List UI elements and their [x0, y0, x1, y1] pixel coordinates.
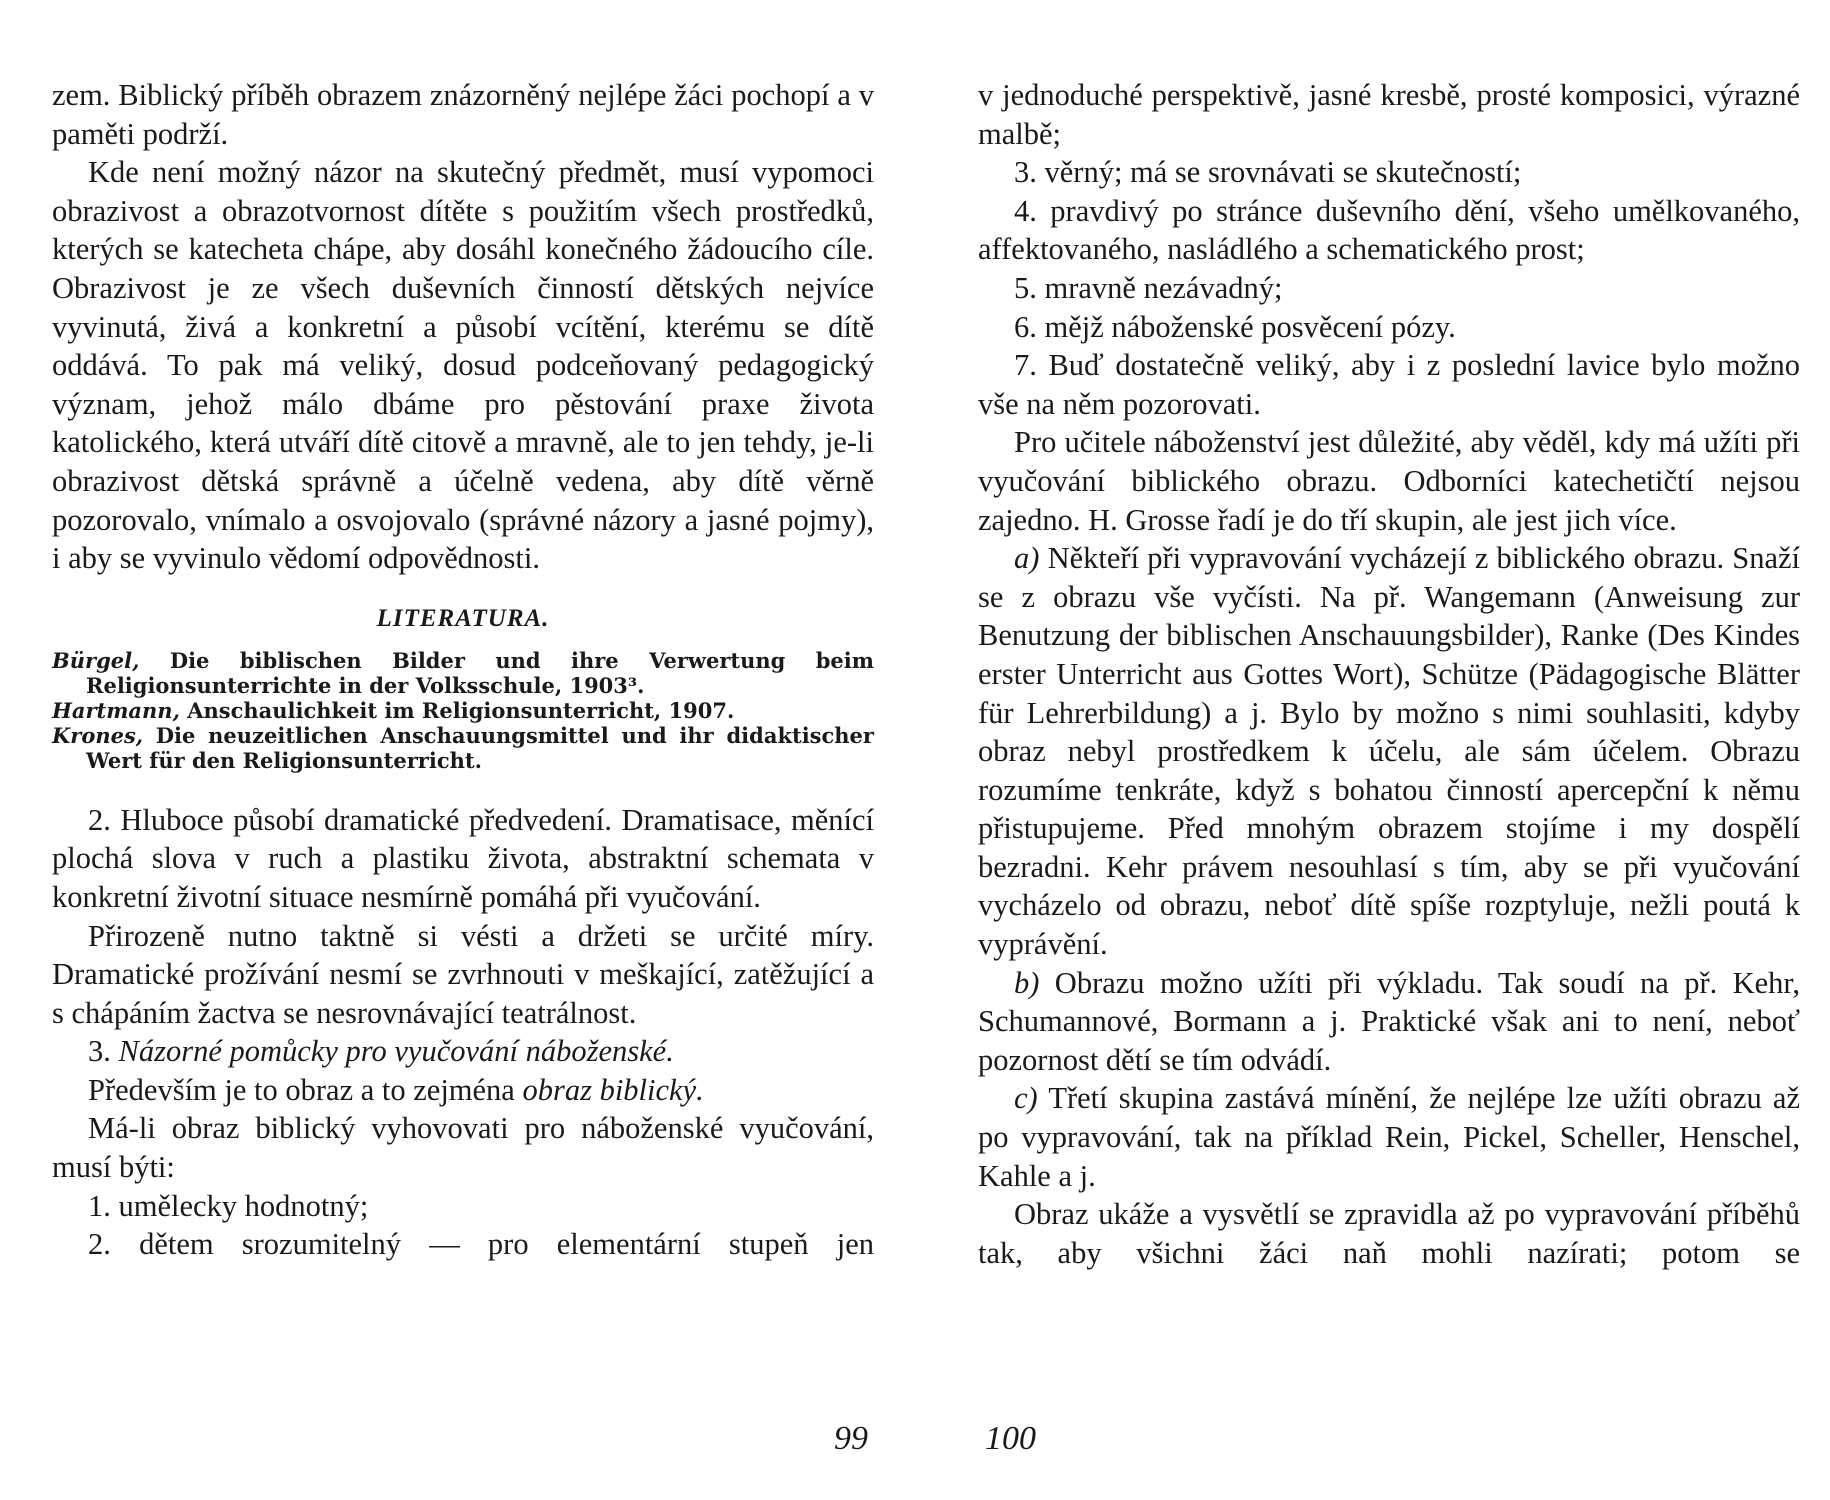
paragraph	[978, 539, 1800, 964]
literature-author: Krones,	[52, 722, 144, 748]
section-title: Názorné pomůcky pro vyučování náboženské.	[118, 1034, 674, 1069]
list-item: 4. pravdivý po stránce duševního dění, všeho umělkovaného, affektovaného, nasládlého a schematického prost;	[978, 193, 1800, 267]
paragraph: Kde není možný názor na skutečný předmět, musí vypomoci obrazivost a obrazotvornost dítěte s použitím všech prostředků, kterých se katecheta chápe, aby dosáhl konečného žádoucího cíle. Obrazivost je ze všech duševních činností dětských nejvíce vyvinutá, živá a konkretní a působí vcítění, kterému se dítě oddává. To pak má veliký, dosud podceňovaný pedagogický význam, jehož málo dbáme pro pěstování praxe života katolického, která utváří dítě citově a mravně, ale to jen tehdy, je-li obrazivost dětská správně a účelně vedena, aby dítě věrně pozorovalo, vnímalo a osvojovalo (správné názory a jasné pojmy), i aby se vyvinulo vědomí odpovědnosti.	[52, 155, 874, 576]
paragraph-text: Někteří při vypravování vycházejí z biblického obrazu. Snaží se z obrazu vše vyčísti. Na př. Wangemann (Anweisung zur Benutzung der biblischen Anschauungsbilder), Ranke (Des Kindes erster Unterricht aus Gottes Wort), Schütze (Pädagogische Blätter für Lehrerbildung) a j. Bylo by možno s nimi souhlasiti, kdyby obraz nebyl prostředkem k účelu, ale sám účelem. Obrazu rozumíme tenkráte, když s bohatou činností apercepční k němu přistupujeme. Před mnohým obrazem stojíme i my dospělí bezradni. Kehr právem nesouhlasí s tím, aby se při vyučování vycházelo od obrazu, neboť dítě spíše rozptyluje, nežli poutá k vyprávění.	[978, 541, 1800, 962]
paragraph	[978, 1079, 1800, 1195]
literature-list	[52, 648, 874, 773]
literature-item	[52, 648, 874, 698]
item-label: b)	[1014, 965, 1040, 1000]
list-item: 6. mějž náboženské posvěcení pózy.	[1014, 309, 1456, 344]
right-page	[978, 76, 1800, 1272]
literature-author: Hartmann,	[52, 697, 180, 723]
paragraph-text: Obrazu možno užíti při výkladu. Tak soudí na př. Kehr, Schumannové, Bormann a j. Praktické však ani to není, neboť pozornost dětí se tím odvádí.	[978, 965, 1800, 1077]
list-item: 5. mravně nezávadný;	[1014, 270, 1283, 305]
paragraph: 2. Hluboce působí dramatické předvedení. Dramatisace, měnící plochá slova v ruch a plastiku života, abstraktní schemata v konkretní životní situace nesmírně pomáhá při vyučování.	[52, 802, 874, 914]
list-item: 7. Buď dostatečně veliký, aby i z poslední lavice bylo možno vše na něm pozorovati.	[978, 348, 1800, 421]
literature-item	[52, 698, 874, 723]
literature-heading: LITERATURA.	[376, 604, 550, 632]
paragraph: Má-li obraz biblický vyhovovati pro náboženské vyučování, musí býti:	[52, 1111, 874, 1185]
literature-title: Die biblischen Bilder und ihre Verwertung beim Religionsunterrichte in der Volksschule, 1903³.	[86, 647, 874, 698]
list-item: 1. umělecky hodnotný;	[88, 1188, 369, 1223]
left-page	[52, 76, 874, 1264]
paragraph: Pro učitele náboženství jest důležité, aby věděl, kdy má užíti při vyučování biblického obrazu. Odborníci katechetičtí nejsou zajedno. H. Grosse řadí je do tří skupin, ale jest jich více.	[978, 425, 1800, 537]
item-label: a)	[1014, 541, 1040, 576]
literature-title: Die neuzeitlichen Anschauungsmittel und ihr didaktischer Wert für den Religionsunterricht.	[86, 722, 874, 773]
literature-title: Anschaulichkeit im Religionsunterricht, 1907.	[179, 697, 735, 723]
list-item: 3. věrný; má se srovnávati se skutečností;	[1014, 155, 1522, 190]
paragraph-text: Především je to obraz a to zejména	[88, 1072, 523, 1107]
page-number: 99	[834, 1420, 868, 1457]
paragraph: v jednoduché perspektivě, jasné kresbě, prosté komposici, výrazné malbě;	[978, 78, 1800, 151]
paragraph: Obraz ukáže a vysvětlí se zpravidla až po vypravování příběhů tak, aby všichni žáci naň mohli nazírati; potom se	[978, 1197, 1800, 1270]
emphasis-text: obraz biblický.	[522, 1072, 704, 1107]
section-heading	[52, 1032, 874, 1071]
paragraph	[52, 1071, 874, 1110]
literature-item	[52, 723, 874, 773]
literature-author: Bürgel,	[52, 647, 140, 673]
paragraph: zem. Biblický příběh obrazem znázorněný nejlépe žáci pochopí a v paměti podrží.	[52, 78, 874, 151]
paragraph	[978, 964, 1800, 1080]
paragraph-text: Třetí skupina zastává mínění, že nejlépe lze užíti obrazu až po vypravování, tak na příklad Rein, Pickel, Scheller, Henschel, Kahle a j.	[978, 1081, 1800, 1193]
list-item: 2. dětem srozumitelný — pro elementární stupeň jen	[88, 1227, 874, 1262]
section-number: 3.	[88, 1034, 111, 1069]
page-number: 100	[985, 1420, 1036, 1457]
item-label: c)	[1014, 1081, 1038, 1116]
paragraph: Přirozeně nutno taktně si vésti a držeti se určité míry. Dramatické prožívání nesmí se zvrhnouti v meškající, zatěžující a s chápáním žactva se nesrovnávající teatrálnost.	[52, 918, 874, 1030]
